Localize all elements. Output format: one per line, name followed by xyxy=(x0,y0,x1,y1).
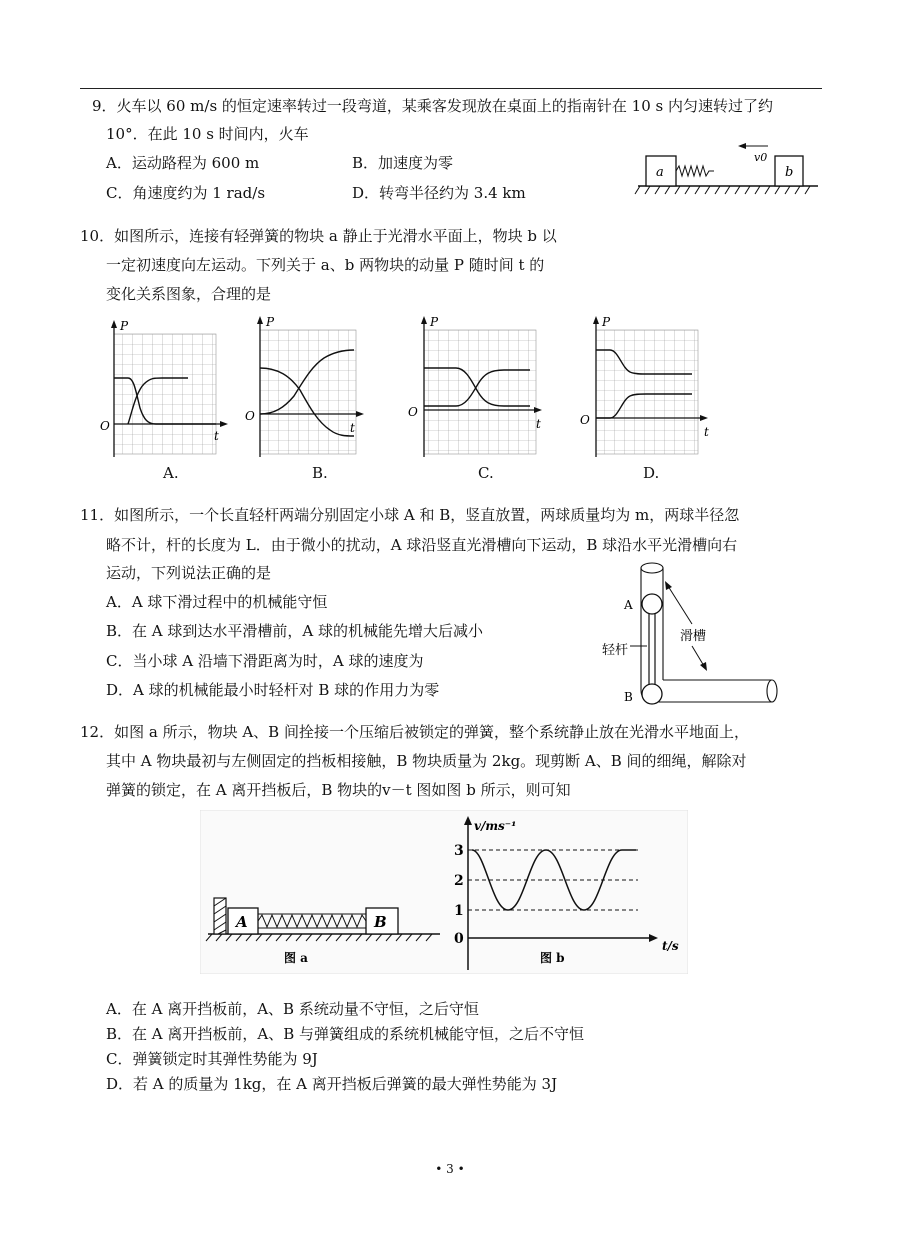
q9-option-b: B．加速度为零 xyxy=(352,154,454,172)
y-axis-label: P xyxy=(430,315,439,329)
ytick-1: 1 xyxy=(454,903,464,919)
block-b-label: B xyxy=(374,913,387,931)
q9-stem-line2: 10°．在此 10 s 时间内，火车 xyxy=(106,125,309,143)
spring xyxy=(676,166,714,176)
top-rule xyxy=(80,88,822,89)
x-axis-label: t xyxy=(704,425,709,439)
q10-graph-d xyxy=(574,310,714,460)
y-axis-label: v/ms⁻¹ xyxy=(474,819,517,833)
x-axis-label: t xyxy=(536,417,541,431)
ball-b xyxy=(642,684,662,704)
ytick-0: 0 xyxy=(454,931,464,947)
q10-caption-a: A. xyxy=(163,464,179,482)
page-number: • 3 • xyxy=(435,1162,465,1176)
q9-option-c: C．角速度约为 1 rad/s xyxy=(106,184,266,202)
q11-option-b: B．在 A 球到达水平滑槽前，A 球的机械能先增大后减小 xyxy=(106,622,483,640)
q12-option-a: A．在 A 离开挡板前，A、B 系统动量不守恒，之后守恒 xyxy=(106,1000,479,1018)
origin-label: O xyxy=(100,419,110,433)
y-axis-label: P xyxy=(120,319,129,333)
q10-caption-c: C. xyxy=(478,464,494,482)
q10-stem-line3: 变化关系图象，合理的是 xyxy=(106,285,272,303)
x-axis-label: t/s xyxy=(662,939,679,953)
q11-option-c: C．当小球 A 沿墙下滑距离为时，A 球的速度为 xyxy=(106,652,424,670)
q10-graph-a xyxy=(92,314,232,460)
q10-caption-d: D. xyxy=(643,464,660,482)
q10-graph-c xyxy=(398,310,546,460)
block-b-label: b xyxy=(785,165,794,180)
ytick-2: 2 xyxy=(454,873,464,889)
q11-option-a: A．A 球下滑过程中的机械能守恒 xyxy=(106,593,328,611)
q12-option-d: D．若 A 的质量为 1kg，在 A 离开挡板后弹簧的最大弹性势能为 3J xyxy=(106,1075,558,1093)
q11-stem-line3: 运动，下列说法正确的是 xyxy=(106,564,272,582)
ball-a xyxy=(642,594,662,614)
q12-option-b: B．在 A 离开挡板前，A、B 与弹簧组成的系统机械能守恒，之后不守恒 xyxy=(106,1025,585,1043)
caption-b: 图 b xyxy=(540,951,565,965)
q10-blocks-figure xyxy=(634,140,820,196)
q10-graph-b xyxy=(238,310,366,460)
origin-label: O xyxy=(580,413,590,427)
x-axis-label: t xyxy=(214,429,219,443)
q12-option-c: C．弹簧锁定时其弹性势能为 9J xyxy=(106,1050,318,1068)
q10-stem-line2: 一定初速度向左运动。下列关于 a、b 两物块的动量 P 随时间 t 的 xyxy=(106,256,545,274)
ytick-3: 3 xyxy=(454,843,464,859)
y-axis-label: P xyxy=(602,315,611,329)
q12-stem-line3: 弹簧的锁定，在 A 离开挡板后，B 物块的v－t 图如图 b 所示，则可知 xyxy=(106,781,571,799)
slot-label: 滑槽 xyxy=(680,629,707,644)
q9-stem-line1: 9．火车以 60 m/s 的恒定速率转过一段弯道，某乘客发现放在桌面上的指南针在 10 s 内匀速转过了约 xyxy=(92,97,774,115)
v0-label: v0 xyxy=(754,151,768,164)
q10-stem-line1: 10．如图所示，连接有轻弹簧的物块 a 静止于光滑水平面上，物块 b 以 xyxy=(80,227,557,245)
q9-option-a: A．运动路程为 600 m xyxy=(106,154,260,172)
rod-label: 轻杆 xyxy=(602,643,629,658)
block-a-label: a xyxy=(656,165,664,180)
q11-slot-figure xyxy=(592,554,782,712)
q12-stem-line2: 其中 A 物块最初与左侧固定的挡板相接触，B 物块质量为 2kg。现剪断 A、B 间的细绳，解除对 xyxy=(106,752,747,770)
q11-stem-line2: 略不计，杆的长度为 L．由于微小的扰动，A 球沿竖直光滑槽向下运动，B 球沿水平光滑槽向右 xyxy=(106,536,738,554)
block-a-label: A xyxy=(236,913,248,931)
origin-label: O xyxy=(408,405,418,419)
q11-stem-line1: 11．如图所示，一个长直轻杆两端分别固定小球 A 和 B，竖直放置，两球质量均为 m，两球半径忽 xyxy=(80,506,740,524)
ball-b-label: B xyxy=(624,690,633,704)
caption-a: 图 a xyxy=(284,951,308,965)
origin-label: O xyxy=(245,409,255,423)
ball-a-label: A xyxy=(624,598,633,612)
q11-option-d: D．A 球的机械能最小时轻杆对 B 球的作用力为零 xyxy=(106,681,440,699)
q10-caption-b: B. xyxy=(312,464,328,482)
q12-figure xyxy=(200,810,688,974)
x-axis-label: t xyxy=(350,421,355,435)
y-axis-label: P xyxy=(266,315,275,329)
q12-stem-line1: 12．如图 a 所示，物块 A、B 间拴接一个压缩后被锁定的弹簧，整个系统静止放在光滑水平地面上， xyxy=(80,723,749,741)
q9-option-d: D．转弯半径约为 3.4 km xyxy=(352,184,526,202)
